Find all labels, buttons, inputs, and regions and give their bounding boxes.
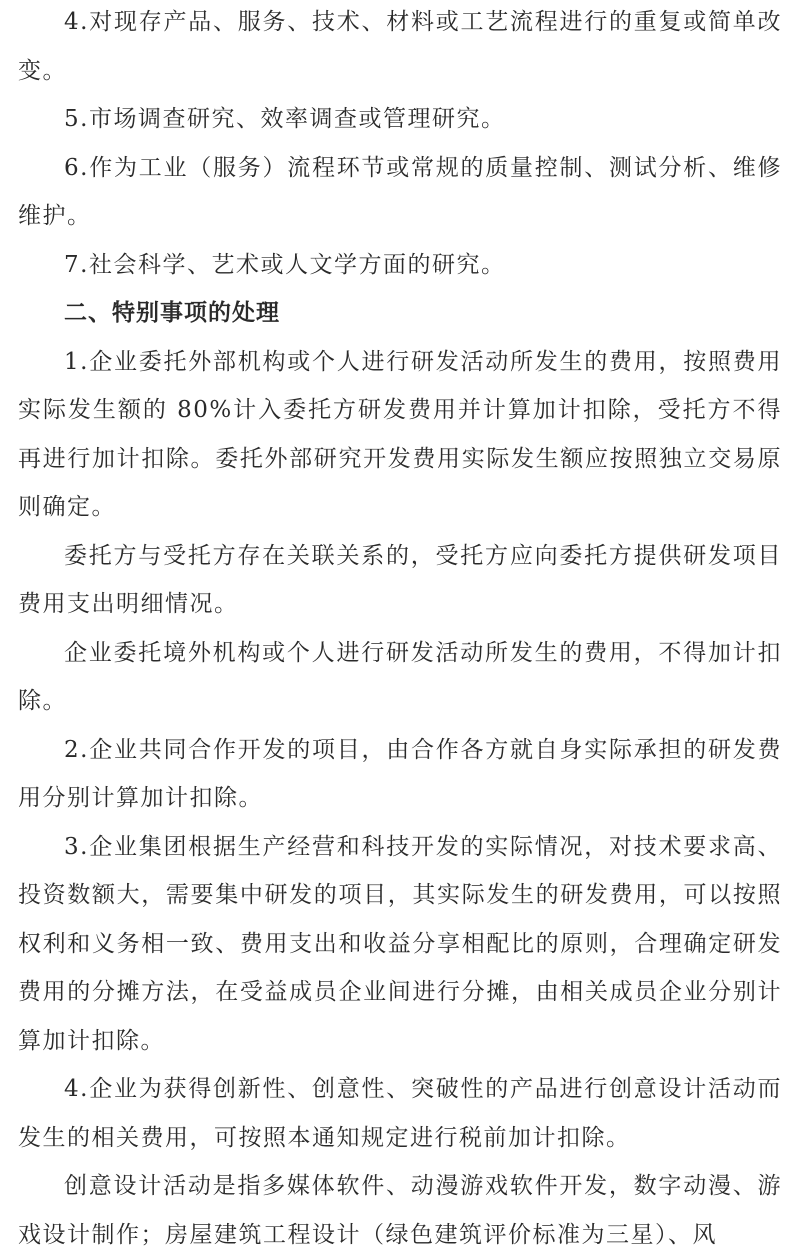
section-heading: 二、特别事项的处理 bbox=[64, 300, 280, 326]
special-item-1: 1.企业委托外部机构或个人进行研发活动所发生的费用，按照费用实际发生额的 80%计入委托方研发费用并计算加计扣除，受托方不得再进行加计扣除。委托外部研究开发费用实际发生额应按照独立交易原则确定。 bbox=[18, 348, 782, 520]
special-item-1-overseas: 企业委托境外机构或个人进行研发活动所发生的费用，不得加计扣除。 bbox=[18, 639, 782, 714]
special-item-4-definition: 创意设计活动是指多媒体软件、动漫游戏软件开发，数字动漫、游戏设计制作；房屋建筑工程设计（绿色建筑评价标准为三星）、风 bbox=[18, 1173, 782, 1248]
special-item-2: 2.企业共同合作开发的项目，由合作各方就自身实际承担的研发费用分别计算加计扣除。 bbox=[18, 736, 782, 811]
special-item-4: 4.企业为获得创新性、创意性、突破性的产品进行创意设计活动而发生的相关费用，可按照本通知规定进行税前加计扣除。 bbox=[18, 1076, 782, 1151]
special-item-1-related-party: 委托方与受托方存在关联关系的，受托方应向委托方提供研发项目费用支出明细情况。 bbox=[18, 542, 782, 617]
paragraph-item-6: 6.作为工业（服务）流程环节或常规的质量控制、测试分析、维修维护。 bbox=[18, 154, 782, 229]
paragraph-item-4: 4.对现存产品、服务、技术、材料或工艺流程进行的重复或简单改变。 bbox=[18, 9, 782, 84]
special-item-3: 3.企业集团根据生产经营和科技开发的实际情况，对技术要求高、投资数额大，需要集中研发的项目，其实际发生的研发费用，可以按照权利和义务相一致、费用支出和收益分享相配比的原则，合理确定研发费用的分摊方法，在受益成员企业间进行分摊，由相关成员企业分别计算加计扣除。 bbox=[18, 833, 782, 1054]
paragraph-item-7: 7.社会科学、艺术或人文学方面的研究。 bbox=[64, 251, 506, 278]
paragraph-item-5: 5.市场调查研究、效率调查或管理研究。 bbox=[64, 106, 506, 132]
